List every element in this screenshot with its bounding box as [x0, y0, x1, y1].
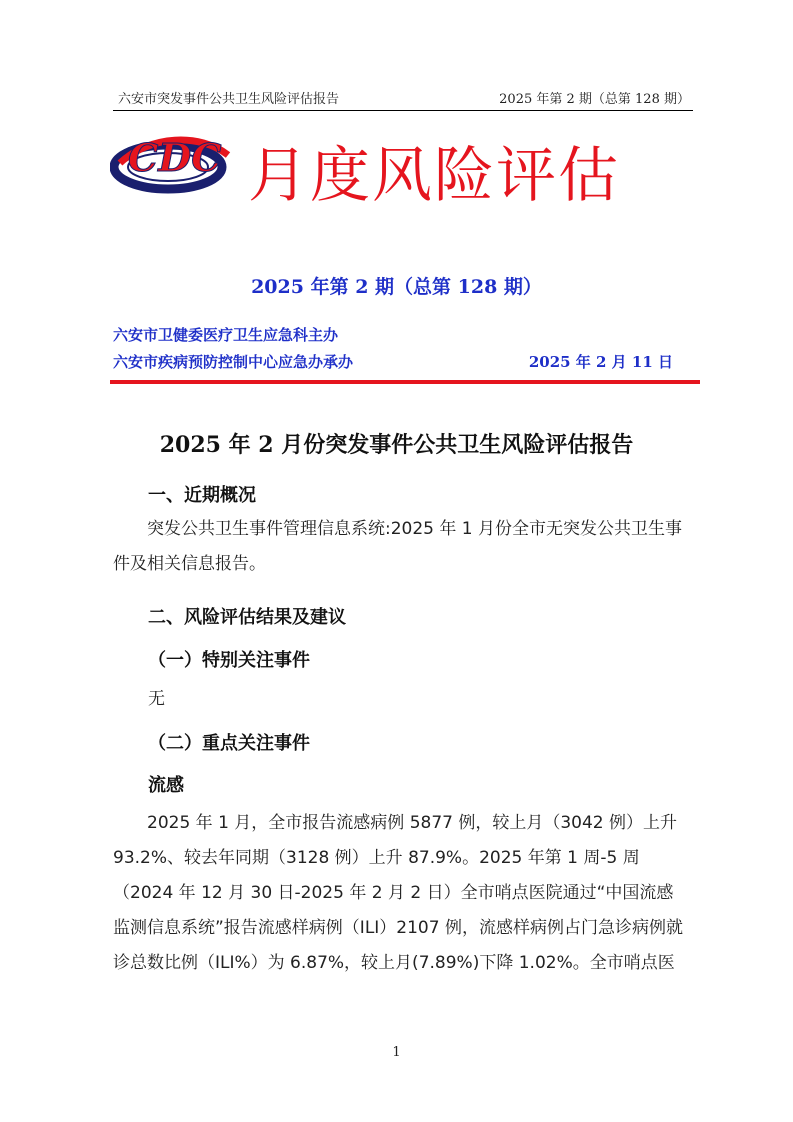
running-header-issue: 2025 年第 2 期（总第 128 期） [499, 92, 690, 107]
page-number: 1 [392, 1045, 401, 1060]
organizer-line: 六安市疾病预防控制中心应急办承办 [113, 353, 354, 371]
logo-lettering: CDC [128, 135, 222, 180]
cdc-logo [110, 125, 235, 195]
flu-heading: 流感 [148, 775, 184, 796]
running-header [118, 88, 690, 108]
masthead-title: 月度风险评估 [248, 141, 620, 211]
running-header-title: 六安市突发事件公共卫生风险评估报告 [118, 92, 340, 107]
masthead-divider [110, 380, 700, 384]
section-heading-assessment: 二、风险评估结果及建议 [148, 607, 346, 628]
section-heading-overview: 一、近期概况 [148, 485, 256, 506]
subsection-heading-key: （二）重点关注事件 [148, 733, 310, 754]
header-divider [113, 110, 693, 111]
special-events-text: 无 [148, 689, 165, 709]
overview-paragraph: 突发公共卫生事件管理信息系统:2025 年 1 月份全市无突发公共卫生事件及相关信息报告。 [113, 519, 683, 574]
publication-date: 2025 年 2 月 11 日 [528, 353, 673, 371]
issue-number: 2025 年第 2 期（总第 128 期） [251, 276, 542, 298]
subsection-heading-special: （一）特别关注事件 [148, 650, 310, 671]
flu-paragraph: 2025 年 1 月，全市报告流感病例 5877 例，较上月（3042 例）上升 93.2%、较去年同期（3128 例）上升 87.9%。2025 年第 1 周-5 周（2024 年 12 月 30 日-2025 年 2 月 2 日）全市哨点医院通过“中国流感监测信息系统”报告流感样病例（ILI）2107 例，流感样病例占门急诊病例就诊总数比例（ILI%）为 6.87%，较上月(7.89%)下降 1.02%。全市哨点医 [113, 813, 683, 973]
sponsor-line: 六安市卫健委医疗卫生应急科主办 [113, 326, 339, 344]
report-title: 2025 年 2 月份突发事件公共卫生风险评估报告 [159, 432, 634, 458]
